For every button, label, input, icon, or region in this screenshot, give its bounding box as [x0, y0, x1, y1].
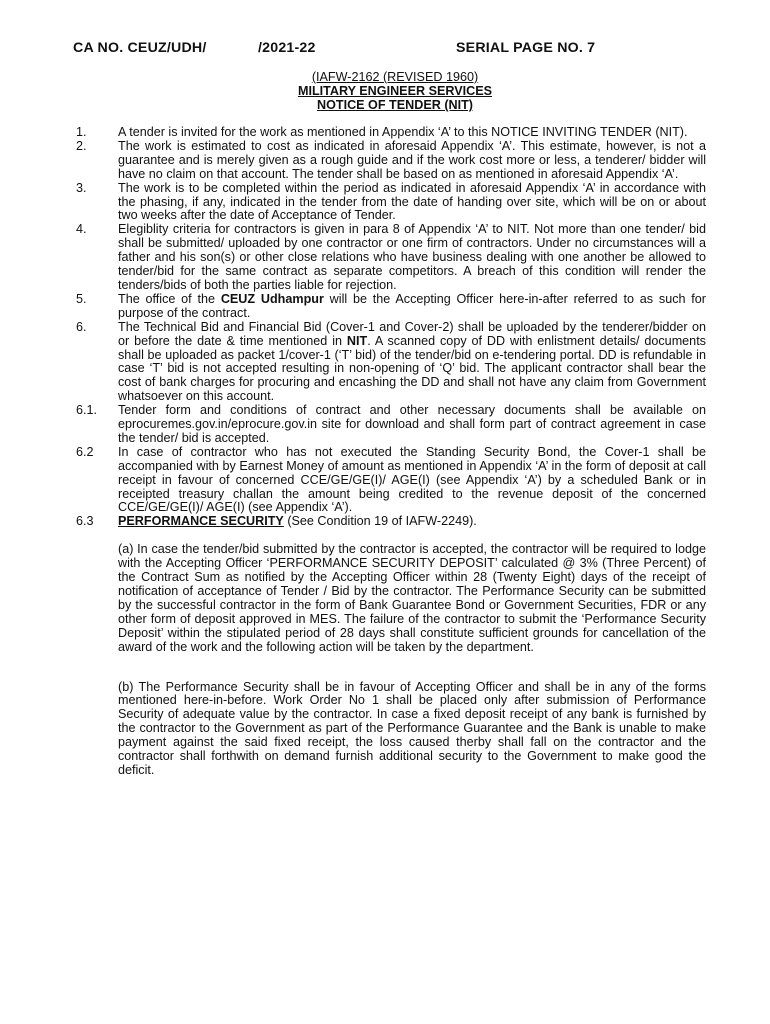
- clause-number: 3.: [76, 180, 87, 195]
- clause-text: [118, 321, 706, 404]
- organization-title: MILITARY ENGINEER SERVICES: [297, 84, 493, 99]
- accepting-officer-name: CEUZ Udhampur: [220, 291, 324, 306]
- clause-6-1: [76, 404, 706, 446]
- clause-4: [76, 223, 706, 293]
- contract-year: /2021-22: [258, 40, 316, 56]
- paragraph-b: (b) The Performance Security shall be in favour of Accepting Officer and shall be in any of the forms mentioned here-in-before. Work Order No 1 shall be placed only after submission of Performance Security of adequate value by the contractor. In case a fixed deposit receipt of any bank is furnished by the contractor to the Government as part of the Performance Guarantee and the Bank is unable to make payment against the said fixed receipt, the loss caused therby shall fall on the contractor and the contractor shall forthwith on demand furnish additional security to the Government to make good the deficit.: [118, 679, 706, 777]
- clause-5: [76, 293, 706, 321]
- clause-number: 5.: [76, 291, 87, 306]
- document-body: [76, 126, 706, 778]
- performance-security-heading: PERFORMANCE SECURITY: [118, 514, 284, 529]
- clause-text: In case of contractor who has not executed the Standing Security Bond, the Cover-1 shall be accompanied with by Earnest Money of amount as mentioned in Appendix ‘A’ in the form of deposit at call receipt in favour of concerned CCE/GE/GE(I)/ AGE(I) (see Appendix ‘A’) by a scheduled Bank or in receipted treasury challan the amount being credited to the revenue deposit of the concerned CCE/GE/GE(I)/ AGE(I) (see Appendix ‘A’).: [118, 444, 706, 515]
- serial-page-number: SERIAL PAGE NO. 7: [456, 40, 596, 56]
- clause-1: [76, 126, 706, 140]
- clause-6: [76, 321, 706, 404]
- clause-number: 2.: [76, 138, 87, 153]
- clause-text-tail: . A scanned copy of DD with enlistment details/ documents shall be uploaded as packet 1/cover-1 (‘T’ bid) of the tender/bid on e-tendering portal. DD is refundable in case ‘T’ bid is not accepted resulting in non-opening of ‘Q’ bid. The applicant contractor shall bear the cost of bank charges for procuring and encashing the DD and shall not have any claim from Government whatsoever on this account.: [118, 333, 706, 404]
- paragraph-a: (a) In case the tender/bid submitted by the contractor is accepted, the contractor will be required to lodge with the Accepting Officer ‘PERFORMANCE SECURITY DEPOSIT’ calculated @ 3% (Three Percent) of the Contract Sum as notified by the Accepting Officer within 28 (Twenty Eight) days of the receipt of notification of acceptance of Tender / Bid by the contractor. The Performance Security can be submitted by the successful contractor in the form of Bank Guarantee Bond or Government Securities, FDR or any other form of deposit approved in MES. The failure of the contractor to submit the ‘Performance Security Deposit’ within the stipulated period of 28 days shall constitute sufficient grounds for cancellation of the award of the work and the following action will be taken by the department.: [118, 542, 706, 654]
- clause-number: 6.2: [76, 444, 94, 459]
- clause-text-lead: The Technical Bid and Financial Bid (Cover-1 and Cover-2) shall be uploaded by the tenderer/bidder on or before the date & time mentioned in: [118, 319, 706, 348]
- clause-6-3: [76, 515, 706, 529]
- clause-text-lead: The office of the: [118, 291, 221, 306]
- clause-number: 6.3: [76, 514, 94, 529]
- clause-text-tail: will be the Accepting Officer here-in-after referred to as such for purpose of the contract.: [118, 291, 706, 320]
- clause-text: Tender form and conditions of contract and other necessary documents shall be available on eprocuremes.gov.in/eprocure.gov.in site for download and shall form part of contract agreement in case the tender/ bid is accepted.: [118, 403, 706, 445]
- clause-number: 6.1.: [76, 403, 98, 418]
- form-reference: (IAFW-2162 (REVISED 1960): [311, 70, 479, 84]
- clause-number: 1.: [76, 125, 87, 139]
- nit-emphasis: NIT: [346, 333, 368, 348]
- clause-number: 6.: [76, 319, 87, 334]
- clause-text: The work is to be completed within the period as indicated in aforesaid Appendix ‘A’ in accordance with the phasing, if any, indicated in the tender from the date of handing over site, which will be on or about two weeks after the date of Acceptance of Tender.: [118, 180, 706, 223]
- clause-2: [76, 140, 706, 182]
- clause-6-2: [76, 446, 706, 516]
- clause-text: [118, 293, 706, 321]
- notice-title: NOTICE OF TENDER (NIT): [316, 98, 473, 113]
- ca-number: CA NO. CEUZ/UDH/: [73, 40, 207, 56]
- clause-text: Elegiblity criteria for contractors is given in para 8 of Appendix ‘A’ to NIT. Not more than one tender/ bid shall be submitted/ uploaded by one contractor or one firm of contractors. Under no circumstances will a father and his son(s) or other close relations who have business dealing with one another be allowed to tender/bid for the same contract as separate competitors. A breach of this condition will render the tenders/bids of both the parties liable for rejection.: [118, 222, 706, 292]
- title-block: [250, 70, 540, 113]
- clause-3: [76, 182, 706, 224]
- clause-text: [118, 515, 706, 529]
- clause-text: The work is estimated to cost as indicated in aforesaid Appendix ‘A’. This estimate, however, is not a guarantee and is merely given as a rough guide and if the work cost more or less, a tenderer/ bidder will have no claim on that account. The tender shall be based on as mentioned in aforesaid Appendix ‘A’.: [118, 138, 706, 181]
- clause-number: 4.: [76, 222, 87, 237]
- clause-text-tail: (See Condition 19 of IAFW-2249).: [283, 514, 477, 529]
- clause-text: A tender is invited for the work as mentioned in Appendix ‘A’ to this NOTICE INVITING TENDER (NIT).: [118, 125, 688, 139]
